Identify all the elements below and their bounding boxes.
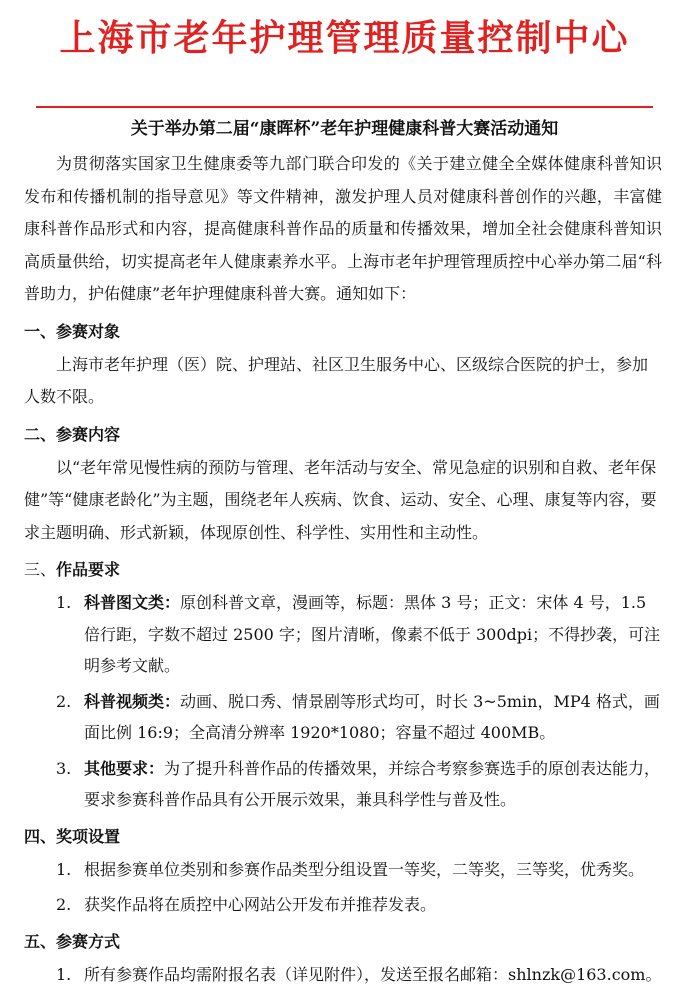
requirements-list: [24, 587, 662, 816]
section-heading-content: 二、参赛内容: [24, 424, 121, 444]
list-index: 3.: [56, 758, 72, 778]
organization-header: 上海市老年护理管理质量控制中心: [59, 17, 630, 59]
item-label: 科普图文类：: [84, 593, 181, 612]
document-body: [24, 148, 662, 994]
item-label: 其他要求：: [84, 758, 165, 778]
list-index: 2.: [56, 895, 72, 914]
list-item: [24, 889, 662, 921]
list-item: [24, 854, 662, 886]
item-text: 动画、脱口秀、情景剧等形式均可，时长 3~5min，MP4 格式，画面比例 16:9；全高清分辨率 1920*1080；容量不超过 400MB。: [84, 691, 660, 742]
item-text: 获奖作品将在质控中心网站公开发布并推荐发表。: [84, 895, 437, 914]
item-text: 原创科普文章，漫画等，标题：黑体 3 号；正文：宋体 4 号，1.5 倍行距，字数不超过 2500 字；图片清晰，像素不低于 300dpi；不得抄袭，可注明参考文献。: [84, 593, 661, 675]
list-index: 1.: [56, 964, 72, 984]
section-heading-requirements: [24, 553, 662, 587]
awards-list: [24, 854, 662, 921]
list-index: 2.: [56, 691, 72, 711]
list-item: [24, 587, 662, 682]
list-item: [24, 753, 662, 816]
list-index: 1.: [56, 859, 72, 879]
section-number: 三、: [24, 560, 57, 579]
section-body-content: 以“老年常见慢性病的预防与管理、老年活动与安全、常见急症的识别和自救、老年保健”等“健康老龄化”为主题，围绕老年人疾病、饮食、运动、安全、心理、康复等内容，要求主题明确、形式新颖，体现原创性、科学性、实用性和主动性。: [24, 457, 657, 542]
section-heading-method: 五、参赛方式: [24, 931, 121, 951]
section-heading-awards: 四、奖项设置: [24, 826, 121, 846]
item-text: 所有参赛作品均需附报名表（详见附件），发送至报名邮箱：shlnzk@163.com。: [84, 964, 662, 984]
section-body-participants: 上海市老年护理（医）院、护理站、社区卫生服务中心、区级综合医院的护士，参加人数不限。: [24, 354, 649, 406]
list-item: [24, 959, 662, 991]
header-divider: [36, 106, 653, 108]
list-index: 1.: [56, 593, 72, 612]
intro-paragraph: 为贯彻落实国家卫生健康委等九部门联合印发的《关于建立健全全媒体健康科普知识发布和传播机制的指导意见》等文件精神，激发护理人员对健康科普创作的兴趣，丰富健康科普作品形式和内容，提高健康科普作品的质量和传播效果，增加全社会健康科普知识高质量供给，切实提高老年人健康素养水平。上海市老年护理管理质控中心举办第二届“科普助力，护佑健康”老年护理健康科普大赛。通知如下：: [24, 154, 662, 303]
method-list: [24, 959, 662, 991]
section-heading-participants: 一、参赛对象: [24, 321, 121, 341]
notice-title: 关于举办第二届“康晖杯”老年护理健康科普大赛活动通知: [130, 119, 559, 139]
item-text: 根据参赛单位类别和参赛作品类型分组设置一等奖，二等奖，三等奖，优秀奖。: [84, 859, 645, 879]
item-label: 科普视频类：: [84, 691, 181, 711]
list-item: [24, 686, 662, 749]
section-heading-text: 作品要求: [56, 560, 121, 579]
item-text: 为了提升科普作品的传播效果，并综合考察参赛选手的原创表达能力，要求参赛科普作品具有公开展示效果，兼具科学性与普及性。: [84, 758, 661, 809]
